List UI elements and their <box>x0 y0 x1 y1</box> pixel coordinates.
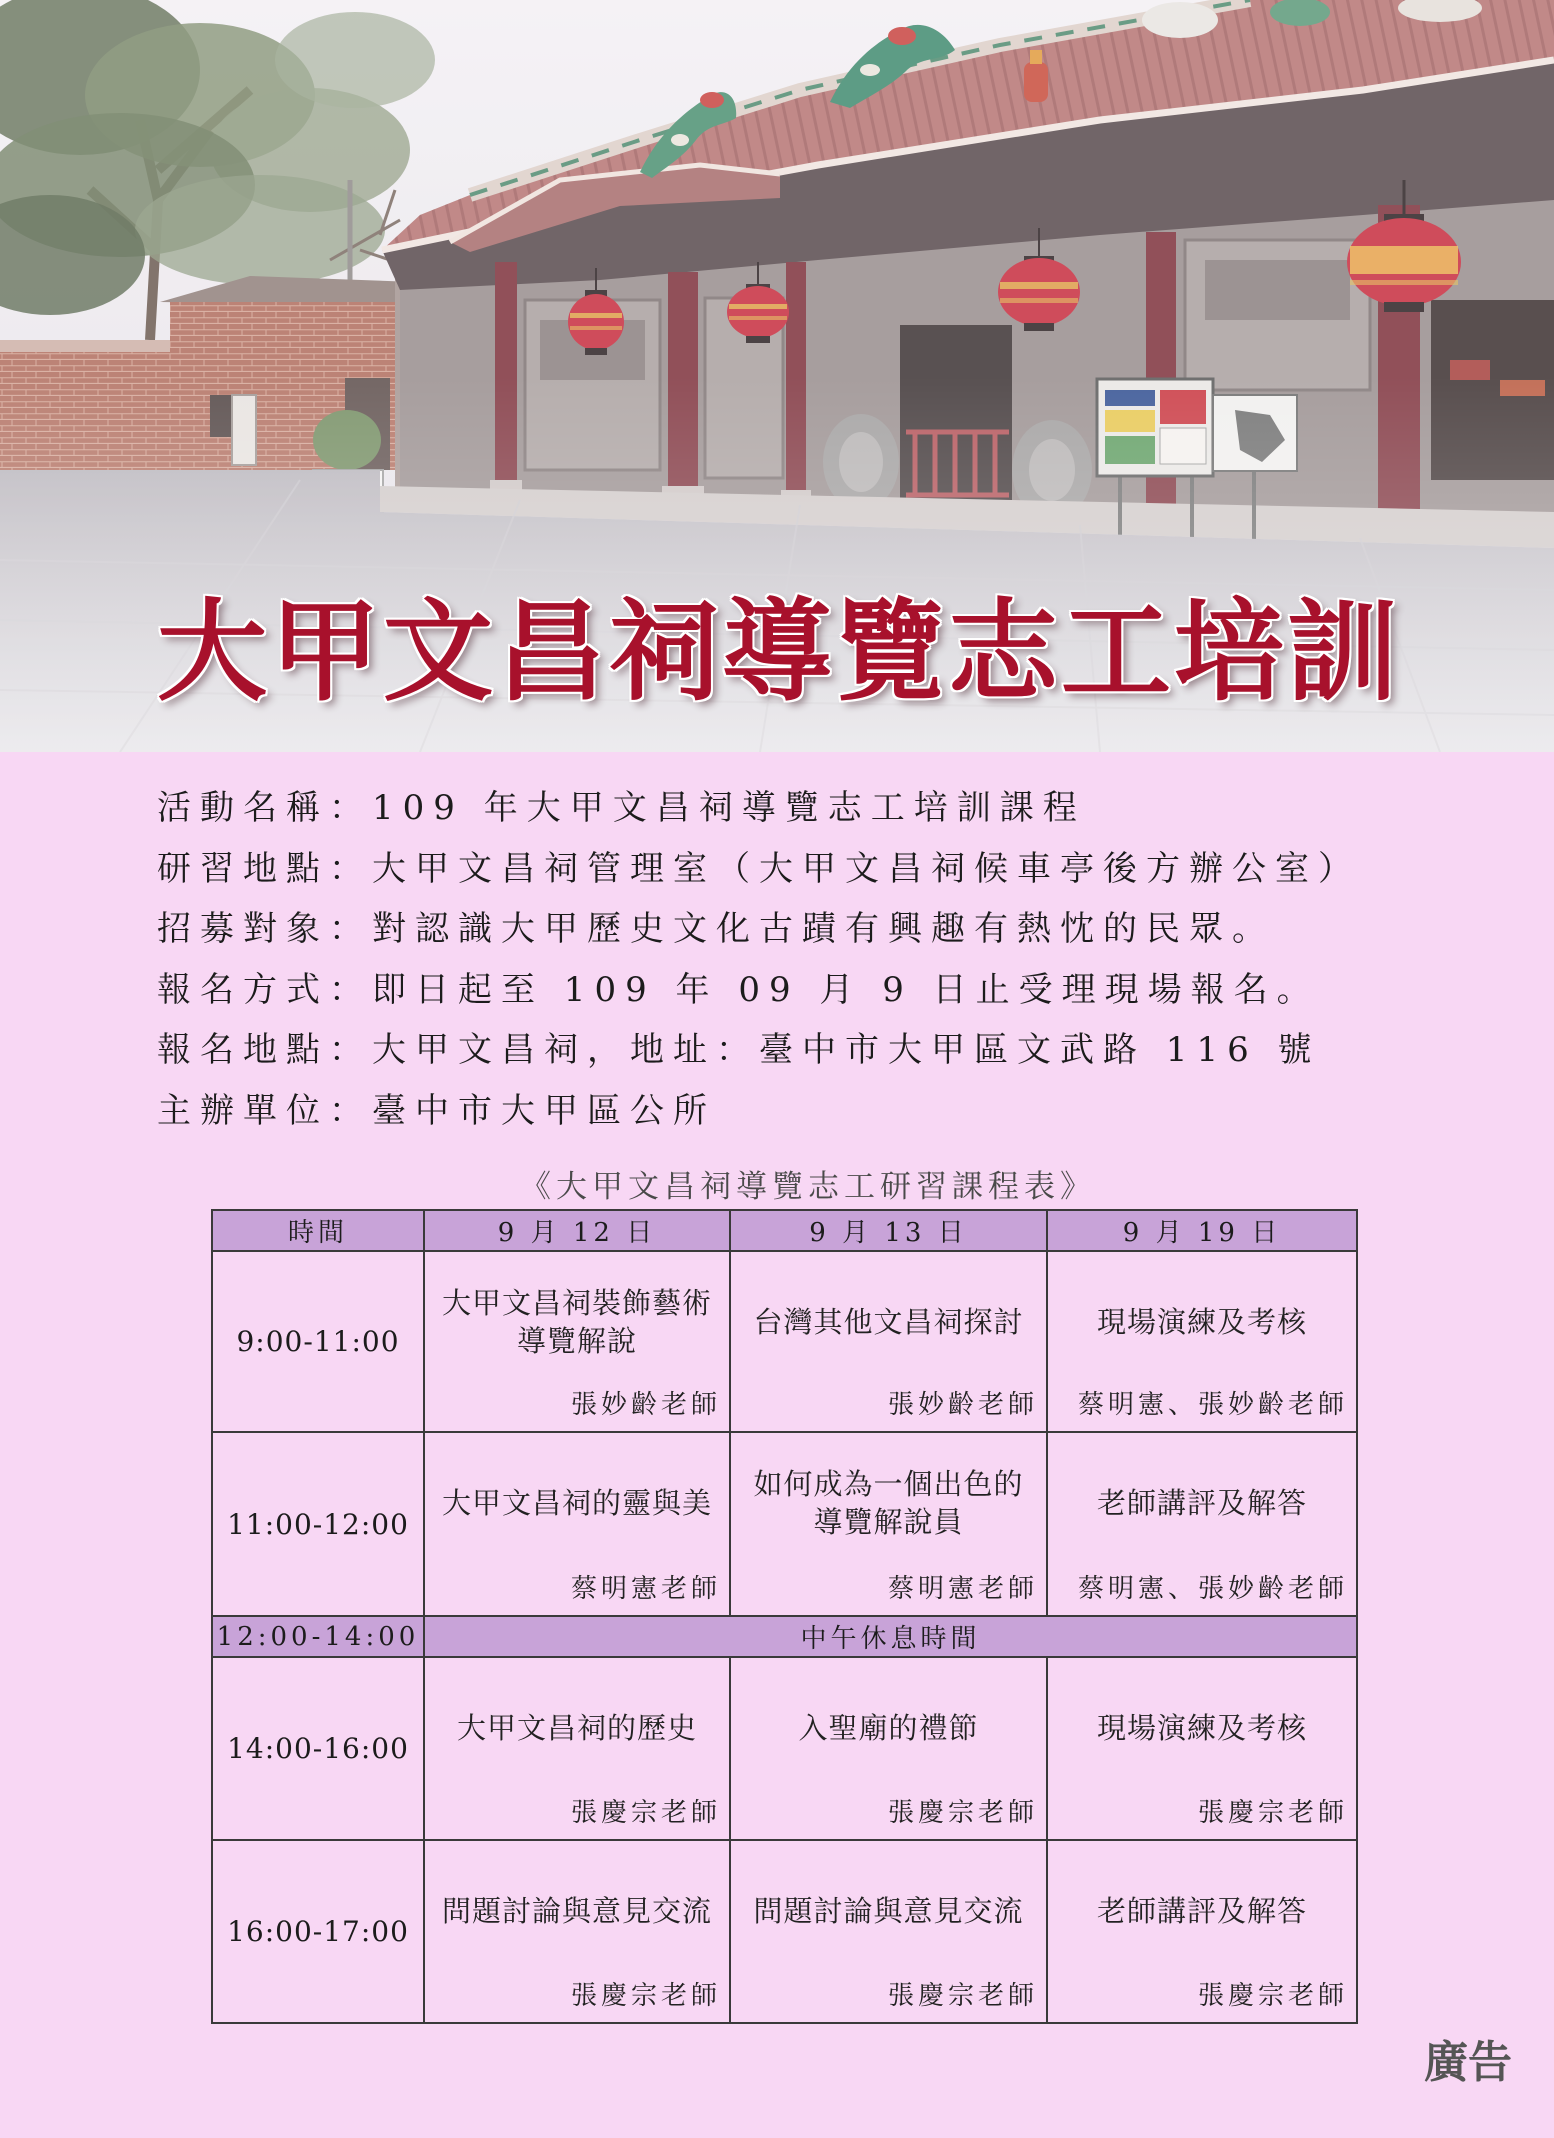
session-cell <box>731 1841 1048 2024</box>
session-teacher: 張妙齡老師 <box>887 1390 1038 1420</box>
info-label: 主辦單位： <box>157 1090 372 1131</box>
session-teacher: 張慶宗老師 <box>1197 1981 1348 2011</box>
topic-line: 如何成為一個出色的 <box>753 1467 1024 1501</box>
info-label: 報名地點： <box>157 1030 372 1071</box>
session-cell <box>1048 1252 1358 1433</box>
topic-line: 導覽解說 <box>516 1324 637 1358</box>
session-cell <box>425 1433 731 1617</box>
session-cell <box>425 1841 731 2024</box>
session-teacher: 蔡明憲、張妙齡老師 <box>1077 1574 1348 1604</box>
session-teacher: 張慶宗老師 <box>1197 1798 1348 1828</box>
topic-line: 台灣其他文昌祠探討 <box>753 1305 1024 1339</box>
lunch-time-slot: 12:00-14:00 <box>213 1617 425 1658</box>
poster-title: 大甲文昌祠導覽志工培訓 <box>157 587 1400 716</box>
info-list <box>157 778 1361 1142</box>
info-label: 活動名稱： <box>157 788 372 828</box>
topic-line: 老師講評及解答 <box>1096 1486 1307 1520</box>
topic-line: 現場演練及考核 <box>1096 1711 1307 1745</box>
header-day-1: 9 月 12 日 <box>425 1211 731 1252</box>
session-topic <box>425 1433 729 1573</box>
session-teacher: 蔡明憲老師 <box>887 1574 1038 1604</box>
info-label: 招募對象： <box>157 909 372 950</box>
info-value: 即日起至 109 年 09 月 9 日止受理現場報名。 <box>372 969 1320 1010</box>
session-topic <box>731 1252 1046 1392</box>
session-topic <box>425 1252 729 1392</box>
header-day-3: 9 月 19 日 <box>1048 1211 1358 1252</box>
header-time: 時間 <box>213 1211 425 1252</box>
topic-line: 現場演練及考核 <box>1096 1305 1307 1339</box>
time-slot: 9:00-11:00 <box>213 1252 425 1433</box>
session-cell <box>731 1658 1048 1841</box>
info-label: 研習地點： <box>157 848 372 889</box>
session-teacher: 張慶宗老師 <box>570 1981 721 2011</box>
session-topic <box>425 1841 729 1981</box>
schedule-table <box>211 1209 1358 2024</box>
header-day-2: 9 月 13 日 <box>731 1211 1048 1252</box>
session-topic <box>1048 1433 1356 1573</box>
lunch-break-label: 中午休息時間 <box>425 1617 1358 1658</box>
session-topic <box>731 1841 1046 1981</box>
topic-line: 導覽解說員 <box>813 1505 964 1539</box>
session-cell <box>1048 1433 1358 1617</box>
time-slot: 14:00-16:00 <box>213 1658 425 1841</box>
topic-line: 入聖廟的禮節 <box>798 1711 979 1745</box>
schedule-caption: 《大甲文昌祠導覽志工研習課程表》 <box>520 1169 1096 1205</box>
topic-line: 大甲文昌祠裝飾藝術 <box>441 1286 712 1320</box>
info-organizer <box>157 1081 1361 1142</box>
topic-line: 問題討論與意見交流 <box>441 1894 712 1928</box>
session-topic <box>1048 1841 1356 1981</box>
session-topic <box>731 1658 1046 1798</box>
session-topic <box>1048 1658 1356 1798</box>
info-value: 臺中市大甲區公所 <box>372 1090 716 1131</box>
topic-line: 大甲文昌祠的靈與美 <box>441 1486 712 1520</box>
info-registration-method <box>157 960 1361 1021</box>
session-cell <box>731 1252 1048 1433</box>
session-topic <box>1048 1252 1356 1392</box>
session-cell <box>425 1658 731 1841</box>
info-registration-place <box>157 1020 1361 1081</box>
session-cell <box>425 1252 731 1433</box>
info-label: 報名方式： <box>157 969 372 1010</box>
topic-line: 老師講評及解答 <box>1096 1894 1307 1928</box>
session-topic <box>425 1658 729 1798</box>
info-value: 對認識大甲歷史文化古蹟有興趣有熱忱的民眾。 <box>372 909 1275 950</box>
info-value: 大甲文昌祠管理室（大甲文昌祠候車亭後方辦公室） <box>372 848 1361 889</box>
session-cell <box>731 1433 1048 1617</box>
session-teacher: 張妙齡老師 <box>570 1390 721 1420</box>
advertisement-label: 廣告 <box>1424 2037 1512 2088</box>
info-value: 109 年大甲文昌祠導覽志工培訓課程 <box>372 788 1086 828</box>
session-teacher: 蔡明憲老師 <box>570 1574 721 1604</box>
info-venue <box>157 839 1361 900</box>
topic-line: 大甲文昌祠的歷史 <box>456 1711 697 1745</box>
session-teacher: 張慶宗老師 <box>887 1798 1038 1828</box>
session-cell <box>1048 1841 1358 2024</box>
session-topic <box>731 1433 1046 1573</box>
time-slot: 16:00-17:00 <box>213 1841 425 2024</box>
info-audience <box>157 899 1361 960</box>
info-value: 大甲文昌祠，地址：臺中市大甲區文武路 116 號 <box>372 1030 1321 1071</box>
session-teacher: 張慶宗老師 <box>570 1798 721 1828</box>
topic-line: 問題討論與意見交流 <box>753 1894 1024 1928</box>
time-slot: 11:00-12:00 <box>213 1433 425 1617</box>
info-activity-name <box>157 778 1361 839</box>
session-teacher: 張慶宗老師 <box>887 1981 1038 2011</box>
session-cell <box>1048 1658 1358 1841</box>
session-teacher: 蔡明憲、張妙齡老師 <box>1077 1390 1348 1420</box>
